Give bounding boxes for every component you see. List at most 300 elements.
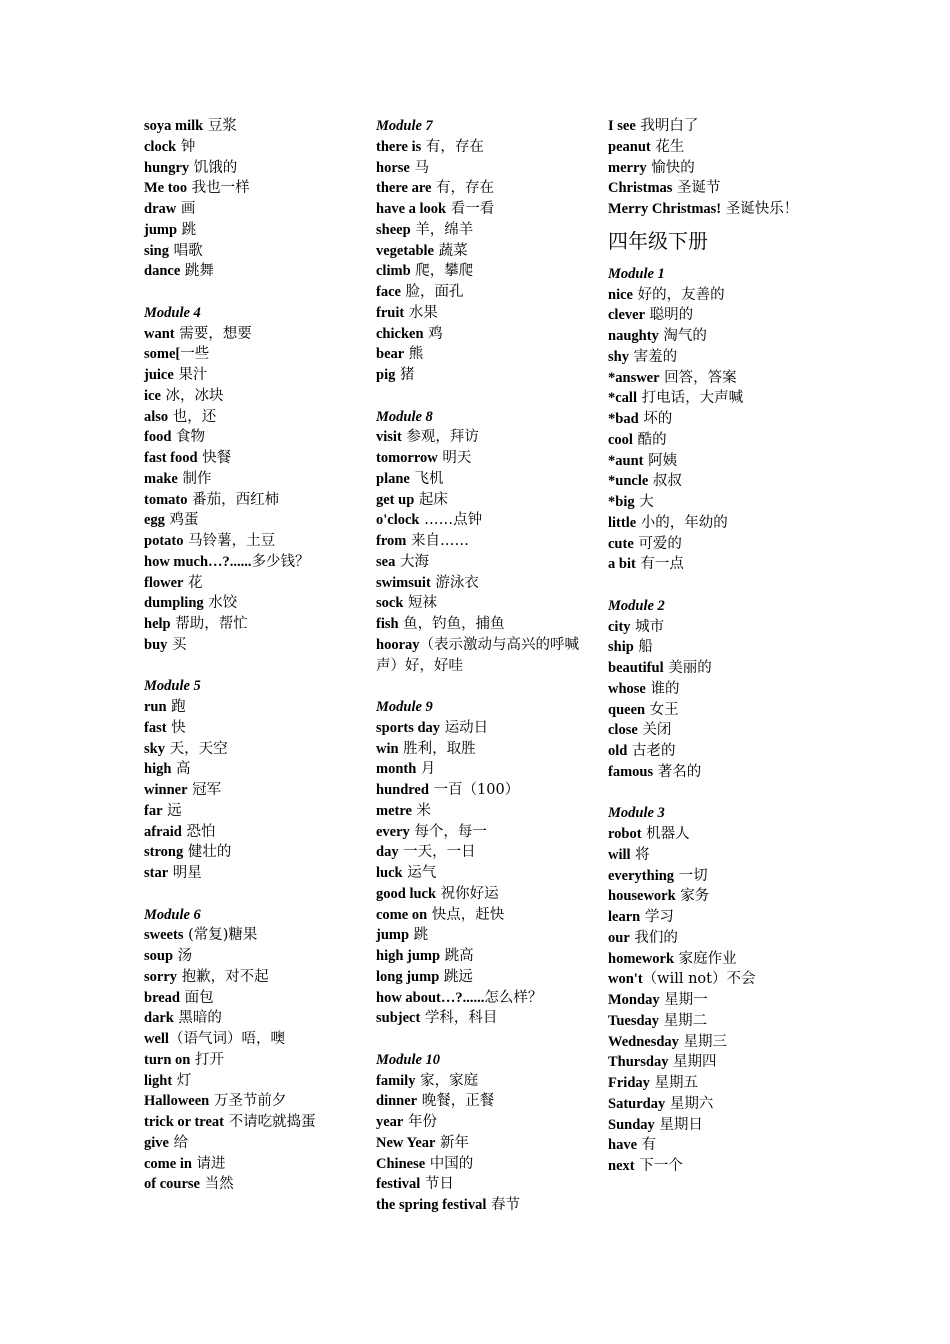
vocab-entry — [608, 1135, 808, 1156]
english-word: famous — [608, 763, 654, 780]
vocab-entry — [376, 946, 581, 967]
blank-line — [608, 783, 808, 804]
english-word: turn on — [144, 1051, 191, 1068]
vocab-entry — [608, 658, 808, 679]
chinese-meaning: 帮助，帮忙 — [170, 616, 248, 632]
chinese-meaning: 饥饿的 — [189, 159, 238, 176]
vocab-entry — [144, 199, 349, 220]
chinese-meaning: 鸡 — [423, 325, 443, 342]
english-word: hungry — [144, 159, 190, 176]
vocab-entry — [608, 679, 808, 700]
chinese-meaning: 高 — [171, 761, 191, 778]
chinese-meaning: 祝你好运 — [436, 885, 499, 902]
chinese-meaning: 坏的 — [638, 411, 673, 427]
chinese-meaning: 年份 — [403, 1114, 437, 1130]
vocab-entry — [376, 842, 581, 863]
module-heading: Module 5 — [144, 678, 201, 695]
vocab-entry — [376, 925, 581, 946]
english-word: Monday — [608, 992, 660, 1008]
vocab-entry — [144, 822, 349, 843]
vocab-entry — [608, 534, 808, 555]
column-3 — [608, 116, 808, 1177]
chinese-meaning: 当然 — [199, 1176, 234, 1193]
chinese-meaning: 参观，拜访 — [401, 429, 479, 446]
english-word: luck — [376, 865, 403, 881]
vocab-entry — [376, 1112, 581, 1133]
module-heading: Module 1 — [608, 265, 665, 282]
vocab-entry — [144, 1174, 349, 1195]
chinese-meaning: 家庭作业 — [674, 950, 737, 967]
english-word: bear — [376, 346, 405, 363]
vocab-entry — [608, 1156, 808, 1177]
english-word: jump — [376, 927, 410, 944]
module-heading: Module 3 — [608, 805, 665, 822]
vocab-entry — [144, 531, 349, 552]
english-word: will — [608, 846, 631, 863]
chinese-meaning: 星期一 — [659, 992, 708, 1008]
vocab-entry — [376, 510, 581, 531]
vocab-entry — [376, 552, 581, 573]
module-heading: Module 6 — [144, 906, 201, 923]
vocab-entry — [144, 261, 349, 282]
chinese-meaning: 短袜 — [403, 595, 438, 612]
chinese-meaning: 运动日 — [440, 719, 489, 736]
english-word: dumpling — [144, 595, 204, 612]
chinese-meaning: 跳远 — [439, 968, 473, 985]
english-word: climb — [376, 263, 411, 280]
blank-line — [144, 656, 349, 677]
vocab-entry — [144, 365, 349, 386]
module-heading: Module 9 — [376, 699, 433, 715]
english-word: Sunday — [608, 1116, 655, 1133]
vocab-entry — [144, 241, 349, 262]
english-word: queen — [608, 701, 646, 718]
english-word: won't — [608, 971, 643, 988]
vocab-entry — [144, 780, 349, 801]
english-word: o'clock — [376, 512, 420, 529]
vocab-entry — [144, 988, 349, 1009]
chinese-meaning: 马 — [409, 159, 429, 176]
vocab-entry — [608, 451, 808, 472]
vocab-entry — [144, 759, 349, 780]
vocab-entry — [144, 116, 349, 137]
chinese-meaning: 小的，年幼的 — [636, 514, 728, 531]
chinese-meaning: 灯 — [172, 1072, 192, 1089]
chinese-meaning: 学科，科目 — [420, 1010, 498, 1027]
vocab-entry — [608, 492, 808, 513]
vocab-entry — [608, 513, 808, 534]
english-word: have a look — [376, 201, 447, 217]
english-word: also — [144, 408, 169, 425]
english-word: Merry Christmas! — [608, 201, 722, 217]
vocab-entry — [376, 490, 581, 511]
english-word: dinner — [376, 1093, 418, 1110]
english-word: Christmas — [608, 180, 673, 197]
english-word: how about…?...... — [376, 989, 485, 1006]
english-word: win — [376, 740, 399, 757]
english-word: metre — [376, 802, 412, 819]
chinese-meaning: 星期三 — [678, 1033, 728, 1050]
english-word: Tuesday — [608, 1012, 660, 1029]
vocab-entry — [376, 635, 581, 677]
vocab-entry — [376, 1174, 581, 1195]
english-word: star — [144, 865, 169, 881]
chinese-meaning: 家务 — [675, 888, 710, 905]
chinese-meaning: 节日 — [420, 1176, 454, 1193]
vocab-entry — [144, 573, 349, 594]
chinese-meaning: 回答，答案 — [659, 369, 737, 386]
module-heading: Module 7 — [376, 118, 433, 134]
vocab-entry — [608, 741, 808, 762]
vocab-entry — [144, 344, 349, 365]
vocab-entry — [608, 305, 808, 326]
english-word: Halloween — [144, 1093, 210, 1110]
chinese-meaning: 羊，绵羊 — [410, 221, 474, 238]
english-word: pig — [376, 367, 396, 383]
chinese-meaning: 下一个 — [634, 1158, 683, 1174]
module-heading: Module 10 — [376, 1051, 441, 1068]
chinese-meaning: 我明白了 — [635, 118, 699, 134]
vocab-entry — [608, 178, 808, 199]
chinese-meaning: 一百（100） — [428, 782, 520, 798]
vocab-entry — [144, 946, 349, 967]
vocab-entry — [376, 780, 581, 801]
english-word: sweets — [144, 927, 184, 944]
vocab-entry — [376, 759, 581, 780]
module-heading: Module 2 — [608, 597, 665, 614]
english-word: come on — [376, 906, 428, 923]
english-word: Wednesday — [608, 1033, 679, 1050]
english-word: *big — [608, 494, 635, 510]
english-word: fish — [376, 616, 399, 632]
english-word: day — [376, 844, 399, 861]
chinese-meaning: 著名的 — [653, 763, 702, 780]
english-word: afraid — [144, 823, 182, 840]
vocab-entry — [608, 1115, 808, 1136]
english-word: egg — [144, 512, 165, 529]
vocab-entry — [376, 884, 581, 905]
chinese-meaning: 大 — [634, 494, 654, 510]
english-word: jump — [144, 221, 178, 238]
chinese-meaning: 美丽的 — [663, 660, 712, 676]
chinese-meaning: 脸，面孔 — [400, 284, 464, 300]
chinese-meaning: 女王 — [645, 701, 679, 718]
chinese-meaning: 请进 — [191, 1155, 226, 1172]
blank-line — [376, 1029, 581, 1050]
vocab-entry — [376, 1195, 581, 1216]
vocab-entry — [144, 614, 349, 635]
english-word: month — [376, 761, 417, 778]
vocab-entry — [144, 697, 349, 718]
chinese-meaning: 学习 — [640, 909, 674, 925]
english-word: light — [144, 1072, 173, 1089]
english-word: sports day — [376, 719, 441, 736]
vocab-entry — [144, 490, 349, 511]
chinese-meaning: 猪 — [395, 367, 415, 383]
english-word: fast — [144, 719, 167, 736]
english-word: food — [144, 429, 172, 446]
vocab-entry — [376, 593, 581, 614]
english-word: sorry — [144, 968, 178, 985]
chinese-meaning: 淘气的 — [658, 328, 707, 344]
vocab-entry — [376, 801, 581, 822]
vocab-entry — [376, 988, 581, 1009]
chinese-meaning: 船 — [633, 639, 653, 656]
chinese-meaning: 花 — [183, 574, 203, 591]
english-word: soup — [144, 948, 174, 964]
english-word: Thursday — [608, 1054, 669, 1071]
english-word: clock — [144, 138, 177, 155]
english-word: *uncle — [608, 473, 649, 490]
chinese-meaning: 画 — [176, 201, 196, 217]
english-word: cool — [608, 431, 633, 448]
chinese-meaning: 鱼，钓鱼，捕鱼 — [398, 616, 505, 632]
chinese-meaning: 跳高 — [440, 948, 474, 964]
vocab-entry — [608, 471, 808, 492]
vocab-entry — [376, 220, 581, 241]
vocab-entry — [376, 967, 581, 988]
vocab-entry — [608, 368, 808, 389]
chinese-meaning: 远 — [162, 802, 182, 819]
chinese-meaning: 跳 — [409, 927, 429, 944]
vocab-entry — [608, 866, 808, 887]
english-word: potato — [144, 533, 184, 549]
english-word: subject — [376, 1010, 421, 1027]
vocab-entry — [608, 347, 808, 368]
vocab-entry — [144, 842, 349, 863]
english-word: vegetable — [376, 242, 434, 259]
vocab-entry — [376, 1154, 581, 1175]
english-word: city — [608, 618, 631, 635]
english-word: there are — [376, 180, 432, 197]
chinese-meaning: 汤 — [173, 948, 193, 964]
chinese-meaning: 月 — [416, 761, 436, 778]
blank-line — [376, 386, 581, 407]
blank-line — [608, 575, 808, 596]
chinese-meaning: 打开 — [190, 1051, 224, 1068]
vocab-entry — [144, 386, 349, 407]
english-word: family — [376, 1072, 416, 1089]
vocab-entry — [608, 1073, 808, 1094]
english-word: come in — [144, 1155, 192, 1172]
chinese-meaning: 万圣节前夕 — [209, 1093, 287, 1110]
vocab-entry — [608, 285, 808, 306]
chinese-meaning: 爬，攀爬 — [410, 263, 474, 280]
english-word: whose — [608, 680, 646, 697]
chinese-meaning: 看一看 — [446, 201, 495, 217]
english-word: I see — [608, 118, 636, 134]
chinese-meaning: 叔叔 — [648, 473, 682, 490]
vocab-entry — [376, 365, 581, 386]
chinese-meaning: 好的，友善的 — [632, 286, 725, 303]
vocab-entry — [376, 905, 581, 926]
english-word: high jump — [376, 948, 441, 964]
chinese-meaning: 果汁 — [173, 367, 208, 383]
chinese-meaning: 有 — [637, 1137, 657, 1154]
chinese-meaning: 圣诞快乐！ — [721, 201, 799, 217]
chinese-meaning: 胜利，取胜 — [398, 740, 476, 757]
vocab-entry — [144, 718, 349, 739]
chinese-meaning: 买 — [167, 636, 187, 653]
chinese-meaning: 星期五 — [649, 1075, 698, 1091]
chinese-meaning: 大海 — [395, 553, 429, 570]
english-word: chicken — [376, 325, 424, 342]
english-word: give — [144, 1134, 169, 1151]
vocab-entry — [144, 1008, 349, 1029]
english-word: housework — [608, 888, 676, 905]
english-word: cute — [608, 535, 634, 552]
vocab-entry — [376, 822, 581, 843]
vocab-entry — [376, 427, 581, 448]
english-word: a bit — [608, 556, 636, 573]
chinese-meaning: 有一点 — [635, 556, 684, 573]
vocab-entry — [376, 199, 581, 220]
english-word: robot — [608, 826, 642, 842]
chinese-meaning: 不请吃就捣蛋 — [223, 1114, 316, 1130]
chinese-meaning: 我们的 — [629, 929, 678, 946]
english-word: of course — [144, 1176, 200, 1193]
vocab-entry — [376, 1133, 581, 1154]
english-word: from — [376, 533, 407, 549]
vocab-entry — [144, 739, 349, 760]
english-word: winner — [144, 782, 188, 798]
chinese-meaning: 一些 — [180, 346, 210, 363]
chinese-meaning: 圣诞节 — [672, 180, 721, 197]
english-word: sing — [144, 242, 169, 259]
vocab-entry — [608, 1094, 808, 1115]
vocab-entry — [144, 925, 349, 946]
vocab-entry — [144, 407, 349, 428]
vocab-entry — [376, 178, 581, 199]
vocab-entry — [608, 1011, 808, 1032]
english-word: dance — [144, 263, 181, 280]
vocab-entry — [608, 949, 808, 970]
vocab-entry — [608, 199, 808, 220]
vocab-entry — [608, 1032, 808, 1053]
chinese-meaning: 快点，赶快 — [427, 906, 505, 923]
chinese-meaning: 晚餐，正餐 — [417, 1093, 495, 1110]
chinese-meaning: 关闭 — [637, 722, 672, 739]
chinese-meaning: 星期日 — [654, 1116, 703, 1133]
chinese-meaning: 酷的 — [632, 431, 667, 448]
english-word: strong — [144, 844, 184, 861]
chinese-meaning: 花生 — [650, 138, 685, 155]
blank-line — [144, 282, 349, 303]
english-word: sheep — [376, 221, 411, 238]
vocab-entry — [608, 116, 808, 137]
english-word: *aunt — [608, 452, 644, 469]
vocab-entry — [608, 554, 808, 575]
module-heading: Module 8 — [376, 408, 433, 425]
vocab-entry — [144, 593, 349, 614]
chinese-meaning: 熊 — [404, 346, 424, 363]
chinese-meaning: 跑 — [166, 699, 186, 715]
vocab-entry — [608, 637, 808, 658]
vocab-entry — [608, 388, 808, 409]
vocab-entry — [376, 448, 581, 469]
vocab-entry — [376, 718, 581, 739]
chinese-meaning: 快 — [166, 719, 186, 736]
chinese-meaning: 多少钱？ — [251, 553, 310, 570]
vocab-entry — [376, 1071, 581, 1092]
english-word: ice — [144, 387, 161, 404]
chinese-meaning: 阿姨 — [643, 452, 678, 469]
chinese-meaning: 害羞的 — [628, 348, 678, 365]
chinese-meaning: 可爱的 — [633, 535, 682, 552]
english-word: help — [144, 616, 171, 632]
english-word: want — [144, 325, 175, 342]
english-word: *call — [608, 390, 637, 407]
vocab-entry — [376, 344, 581, 365]
chinese-meaning: 家，家庭 — [415, 1072, 479, 1089]
chinese-meaning: 钟 — [176, 138, 196, 155]
english-word: *answer — [608, 369, 660, 386]
chinese-meaning: 有，存在 — [431, 180, 495, 197]
vocab-entry — [144, 137, 349, 158]
english-word: sock — [376, 595, 404, 612]
chinese-meaning: 冠军 — [187, 782, 222, 798]
chinese-meaning: 我也一样 — [187, 180, 250, 197]
english-word: swimsuit — [376, 574, 431, 591]
chinese-meaning: 来自…… — [406, 533, 469, 549]
english-word: tomorrow — [376, 450, 438, 466]
chinese-meaning: 米 — [411, 802, 432, 819]
chinese-meaning: 新年 — [435, 1134, 470, 1151]
module-heading: Module 4 — [144, 304, 201, 321]
vocab-entry — [608, 845, 808, 866]
chinese-meaning: 古老的 — [627, 743, 676, 759]
chinese-meaning: 春节 — [486, 1197, 520, 1213]
english-word: have — [608, 1137, 637, 1154]
vocab-entry — [376, 1091, 581, 1112]
english-word: how much…?...... — [144, 553, 252, 570]
english-word: high — [144, 761, 172, 778]
vocab-entry — [608, 990, 808, 1011]
english-word: Friday — [608, 1075, 650, 1091]
vocab-entry — [608, 700, 808, 721]
english-word: trick or treat — [144, 1114, 224, 1130]
vocab-entry — [376, 303, 581, 324]
chinese-meaning: 城市 — [630, 618, 665, 635]
vocab-entry — [144, 1091, 349, 1112]
english-word: next — [608, 1158, 635, 1174]
vocab-entry — [376, 863, 581, 884]
english-word: dark — [144, 1010, 174, 1027]
vocab-entry — [144, 1112, 349, 1133]
chinese-meaning: 将 — [630, 846, 650, 863]
vocab-entry — [144, 1050, 349, 1071]
vocab-entry — [144, 220, 349, 241]
english-word: hooray — [376, 636, 420, 653]
english-word: there is — [376, 138, 422, 155]
chinese-meaning: 抱歉，对不起 — [177, 968, 269, 985]
vocab-entry — [376, 739, 581, 760]
chinese-meaning: 打电话，大声喊 — [637, 390, 744, 407]
vocab-entry — [144, 1154, 349, 1175]
blank-line — [376, 676, 581, 697]
vocab-entry — [608, 409, 808, 430]
chinese-meaning: 水饺 — [203, 595, 238, 612]
english-word: little — [608, 514, 637, 531]
english-word: run — [144, 699, 167, 715]
vocab-entry — [608, 824, 808, 845]
vocab-entry — [144, 158, 349, 179]
english-word: merry — [608, 159, 647, 176]
english-word: close — [608, 722, 638, 739]
chinese-meaning: 给 — [168, 1134, 189, 1151]
chinese-meaning: 起床 — [414, 491, 448, 508]
chinese-meaning: 制作 — [177, 470, 212, 487]
